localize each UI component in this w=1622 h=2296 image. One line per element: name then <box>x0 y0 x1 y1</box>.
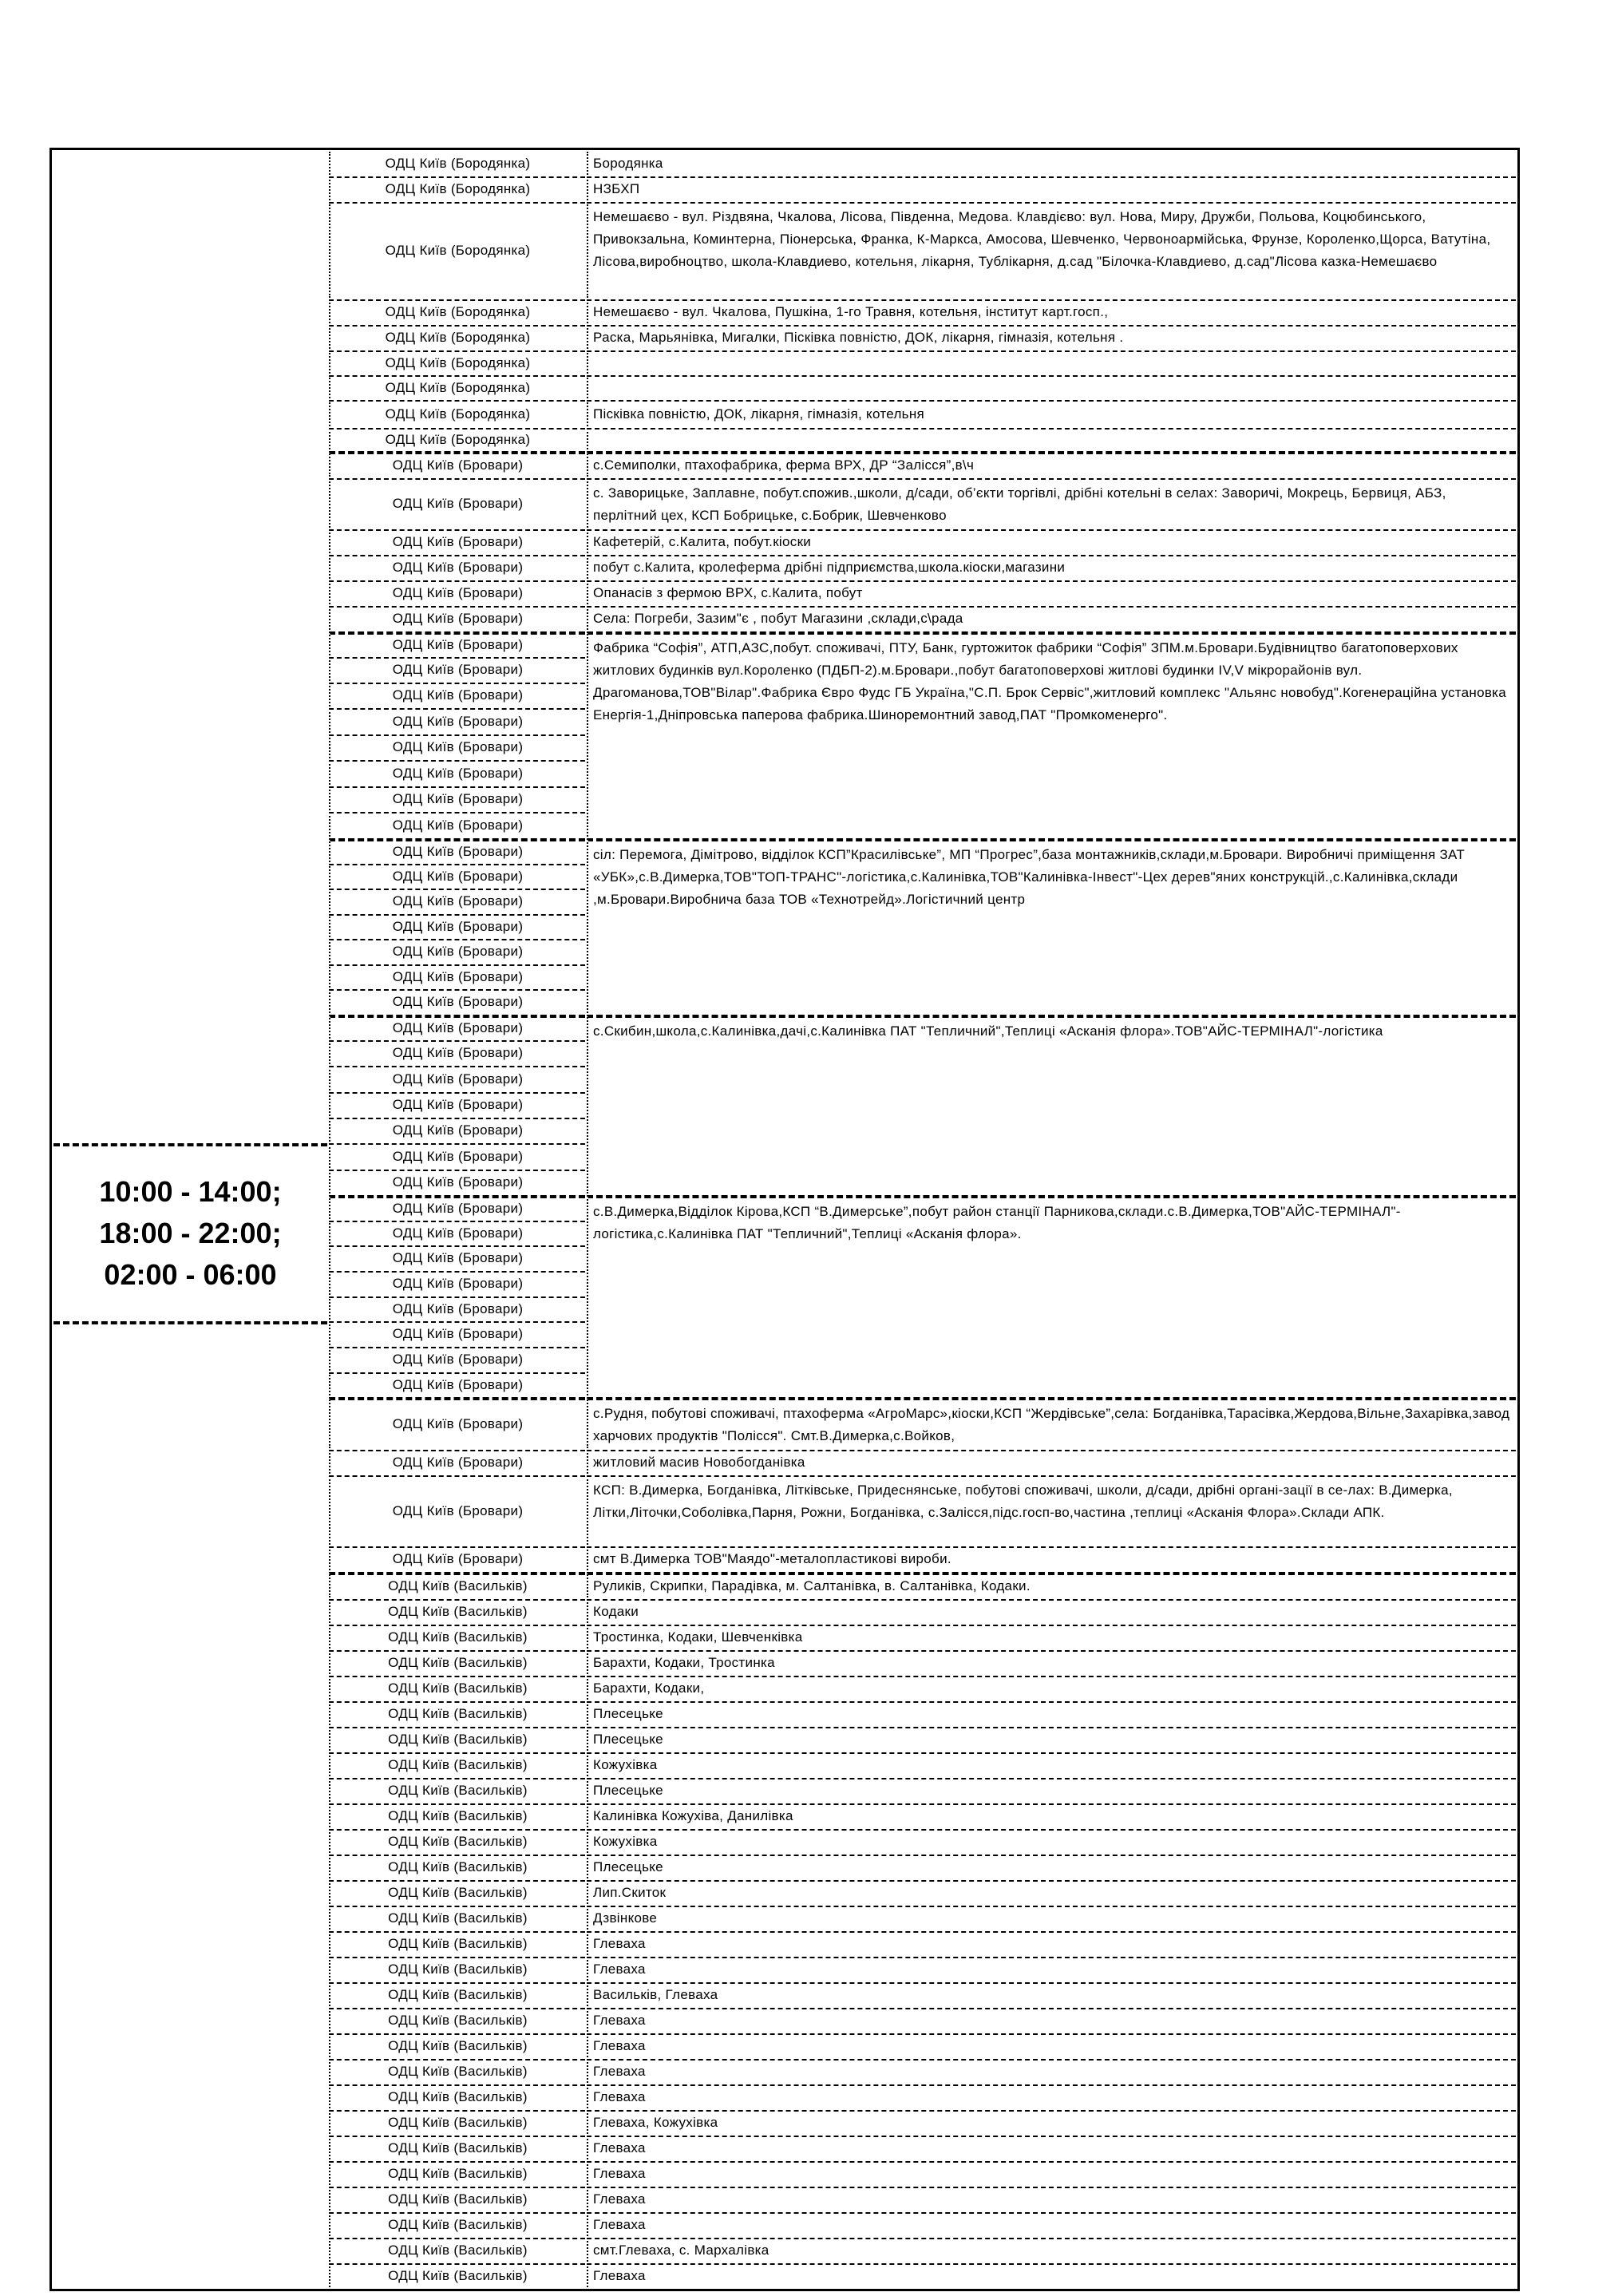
locations-cell: Глеваха <box>587 2161 1516 2185</box>
odc-label-cell: ОДЦ Київ (Васильків) <box>329 1880 585 1904</box>
locations-cell: Глеваха <box>587 1931 1516 1955</box>
locations-cell: Васильків, Глеваха <box>587 1982 1516 2006</box>
odc-label-cell: ОДЦ Київ (Бородянка) <box>329 325 585 349</box>
locations-cell: Руликів, Скрипки, Парадівка, м. Салтанівка, в. Салтанівка, Кодаки. <box>587 1572 1516 1597</box>
odc-label-cell: ОДЦ Київ (Васильків) <box>329 1676 585 1700</box>
odc-label-cell: ОДЦ Київ (Бровари) <box>329 1118 585 1142</box>
odc-label-cell: ОДЦ Київ (Васильків) <box>329 1650 585 1674</box>
odc-label-cell: ОДЦ Київ (Васильків) <box>329 2136 585 2159</box>
locations-cell: Фабрика “Софія”, АТП,АЗС,побут. споживачі, ПТУ, Банк, гуртожиток фабрики “Софія” ЗПМ.м.Бровари.Будівництво багатоповерхових житлових будинків вул.Короленко (ПДБП-2).м.Бровари.,побут багатоповерхові житлові будинки IV,V мікрорайонів вул. Драгоманова,ТОВ"Вілар".Фабрика Євро Фудс ГБ Україна,"С.П. Брок Сервіс",житловий комплекс "Альянс новобуд".Когенераційна установка Енергія-1,Дніпровська паперова фабрика.Шиноремонтний завод,ПАТ "Промкоменерго". <box>587 631 1516 837</box>
locations-cell: Глеваха <box>587 2187 1516 2211</box>
locations-cell: Села: Погреби, Зазим"є , побут Магазини ,склади,с\рада <box>587 606 1516 630</box>
outage-schedule-table <box>49 148 1520 2291</box>
locations-cell: с.Рудня, побутові споживачі, птахоферма «АгроМарс»,кіоски,КСП “Жердівське”,села: Богданівка,Тарасівка,Жердова,Вільне,Захарівка,завод харчових продуктів "Полісся". Смт.В.Димерка,с.Войков, <box>587 1397 1516 1448</box>
odc-label-cell: ОДЦ Київ (Васильків) <box>329 2084 585 2108</box>
odc-label-cell: ОДЦ Київ (Бородянка) <box>329 375 585 398</box>
time-column-empty-cell <box>53 1321 327 2287</box>
odc-label-cell: ОДЦ Київ (Бровари) <box>329 786 585 810</box>
locations-cell: с.В.Димерка,Відділок Кірова,КСП “В.Димерське”,побут район станції Парникова,склади.с.В.Димерка,ТОВ"АЙС-ТЕРМІНАЛ"-логістика,с.Калинівка ПАТ "Тепличний",Теплиці «Асканія флора». <box>587 1195 1516 1395</box>
odc-label-cell: ОДЦ Київ (Бровари) <box>329 683 585 707</box>
locations-cell: Дзвінкове <box>587 1906 1516 1930</box>
odc-label-cell: ОДЦ Київ (Бровари) <box>329 1170 585 1194</box>
locations-cell: Кожухівка <box>587 1752 1516 1776</box>
odc-label-cell: ОДЦ Київ (Васильків) <box>329 1599 585 1623</box>
locations-cell: с. Заворицьке, Заплавне, побут.спожив.,школи, д/сади, об’єкти торгівлі, дрібні котельні в селах: Заворичі, Мокрець, Бервиця, АБЗ, перлітний цех, КСП Бобрицьке, с.Бобрик, Шевченково <box>587 478 1516 528</box>
odc-label-cell: ОДЦ Київ (Васильків) <box>329 1572 585 1597</box>
locations-cell: Барахти, Кодаки, <box>587 1676 1516 1700</box>
odc-label-cell: ОДЦ Київ (Бровари) <box>329 631 585 655</box>
locations-cell: житловий масив Новобогданівка <box>587 1450 1516 1474</box>
time-column-empty-cell <box>53 152 327 1142</box>
odc-label-cell: ОДЦ Київ (Васильків) <box>329 1906 585 1930</box>
locations-cell: Опанасів з фермою ВРХ, с.Калита, побут <box>587 580 1516 604</box>
odc-label-cell: ОДЦ Київ (Бородянка) <box>329 176 585 200</box>
odc-label-cell: ОДЦ Київ (Бровари) <box>329 964 585 988</box>
odc-label-cell: ОДЦ Київ (Васильків) <box>329 2212 585 2236</box>
locations-cell <box>587 350 1516 374</box>
locations-cell: Калинівка Кожухіва, Данилівка <box>587 1803 1516 1827</box>
odc-label-cell: ОДЦ Київ (Васильків) <box>329 2059 585 2083</box>
odc-label-cell: ОДЦ Київ (Васильків) <box>329 1957 585 1981</box>
locations-cell <box>587 375 1516 398</box>
odc-label-cell: ОДЦ Київ (Бровари) <box>329 838 585 862</box>
odc-label-cell: ОДЦ Київ (Васильків) <box>329 2187 585 2211</box>
odc-label-cell: ОДЦ Київ (Васильків) <box>329 1701 585 1725</box>
locations-cell: с.Семиполки, птахофабрика, ферма ВРХ, ДР “Залісся”,в\ч <box>587 451 1516 477</box>
locations-cell: Бородянка <box>587 152 1516 175</box>
locations-cell: Глеваха <box>587 1957 1516 1981</box>
odc-label-cell: ОДЦ Київ (Бровари) <box>329 1066 585 1091</box>
odc-label-cell: ОДЦ Київ (Васильків) <box>329 1855 585 1878</box>
odc-label-cell: ОДЦ Київ (Бровари) <box>329 1271 585 1295</box>
odc-label-cell: ОДЦ Київ (Бровари) <box>329 708 585 733</box>
odc-label-cell: ОДЦ Київ (Бровари) <box>329 1372 585 1395</box>
odc-label-cell: ОДЦ Київ (Бровари) <box>329 1296 585 1320</box>
odc-label-cell: ОДЦ Київ (Васильків) <box>329 1625 585 1649</box>
odc-label-cell: ОДЦ Київ (Бровари) <box>329 1245 585 1269</box>
odc-label-cell: ОДЦ Київ (Васильків) <box>329 2263 585 2287</box>
odc-label-cell: ОДЦ Київ (Бородянка) <box>329 350 585 374</box>
locations-cell: НЗБХП <box>587 176 1516 200</box>
locations-cell: Глеваха <box>587 2263 1516 2287</box>
odc-label-cell: ОДЦ Київ (Васильків) <box>329 1752 585 1776</box>
locations-cell: Глеваха <box>587 2136 1516 2159</box>
locations-cell: смт В.Димерка ТОВ"Маядо"-металопластикові вироби. <box>587 1546 1516 1570</box>
odc-label-cell: ОДЦ Київ (Бровари) <box>329 1143 585 1168</box>
odc-label-cell: ОДЦ Київ (Васильків) <box>329 2161 585 2185</box>
odc-label-cell: ОДЦ Київ (Бровари) <box>329 812 585 837</box>
locations-cell: побут с.Калита, кролеферма дрібні підприємства,школа.кіоски,магазини <box>587 555 1516 579</box>
locations-cell: Тростинка, Кодаки, Шевченківка <box>587 1625 1516 1649</box>
schedule-table-body <box>53 152 1516 2287</box>
odc-label-cell: ОДЦ Київ (Бровари) <box>329 864 585 887</box>
odc-label-cell: ОДЦ Київ (Васильків) <box>329 1982 585 2006</box>
time-slot-cell <box>53 1143 327 1320</box>
locations-cell: Глеваха <box>587 2008 1516 2032</box>
odc-label-cell: ОДЦ Київ (Бровари) <box>329 1040 585 1064</box>
time-slot-line: 02:00 - 06:00 <box>104 1257 277 1291</box>
odc-label-cell: ОДЦ Київ (Бровари) <box>329 606 585 630</box>
odc-label-cell: ОДЦ Київ (Бровари) <box>329 914 585 937</box>
odc-label-cell: ОДЦ Київ (Васильків) <box>329 1931 585 1955</box>
odc-label-cell: ОДЦ Київ (Бровари) <box>329 580 585 604</box>
odc-label-cell: ОДЦ Київ (Бровари) <box>329 657 585 681</box>
locations-cell: Глеваха <box>587 2084 1516 2108</box>
odc-label-cell: ОДЦ Київ (Бровари) <box>329 1015 585 1039</box>
odc-label-cell: ОДЦ Київ (Бородянка) <box>329 400 585 426</box>
time-slot-line: 10:00 - 14:00; <box>99 1174 282 1208</box>
locations-cell: Плесецьке <box>587 1701 1516 1725</box>
locations-cell <box>587 428 1516 449</box>
locations-cell: Барахти, Кодаки, Тростинка <box>587 1650 1516 1674</box>
odc-label-cell: ОДЦ Київ (Бровари) <box>329 451 585 477</box>
locations-cell: Глеваха <box>587 2033 1516 2057</box>
odc-label-cell: ОДЦ Київ (Бровари) <box>329 1195 585 1219</box>
locations-cell: Кафетерій, с.Калита, побут.кіоски <box>587 529 1516 553</box>
locations-cell: Лип.Скиток <box>587 1880 1516 1904</box>
odc-label-cell: ОДЦ Київ (Бровари) <box>329 734 585 758</box>
odc-label-cell: ОДЦ Київ (Бровари) <box>329 478 585 528</box>
odc-label-cell: ОДЦ Київ (Бровари) <box>329 1321 585 1345</box>
odc-label-cell: ОДЦ Київ (Васильків) <box>329 1829 585 1853</box>
odc-label-cell: ОДЦ Київ (Васильків) <box>329 2110 585 2134</box>
odc-label-cell: ОДЦ Київ (Васильків) <box>329 1803 585 1827</box>
locations-cell: сіл: Перемога, Дімітрово, відділок КСП”Красилівське”, МП “Прогрес”,база монтажників,склади,м.Бровари. Виробничі приміщення ЗАТ «УБК»,с.В.Димерка,ТОВ"ТОП-ТРАНС"-логістика,с.Калинівка,ТОВ"Калинівка-Інвест"-Цех дерев"яних конструкцій.,с.Калинівка,склади ,м.Бровари.Виробнича база ТОВ «Технотрейд».Логістичний центр <box>587 838 1516 1013</box>
odc-label-cell: ОДЦ Київ (Васильків) <box>329 2033 585 2057</box>
locations-cell: Глеваха, Кожухівка <box>587 2110 1516 2134</box>
odc-label-cell: ОДЦ Київ (Бровари) <box>329 1397 585 1448</box>
odc-label-cell: ОДЦ Київ (Бровари) <box>329 1221 585 1244</box>
odc-label-cell: ОДЦ Київ (Бровари) <box>329 1347 585 1371</box>
locations-cell: Глеваха <box>587 2059 1516 2083</box>
locations-cell: Немешаєво - вул. Різдвяна, Чкалова, Лісова, Південна, Медова. Клавдієво: вул. Нова, Миру, Дружби, Польова, Коцюбинського, Привокзальна, Коминтерна, Піонерська, Франка, К-Маркса, Амосова, Шевченко, Червоноармійська, Фрунзе, Короленко,Щорса, Ватутіна, Лісова,виробноцтво, школа-Клавдиево, котельня, лікарня, Тублікарня, д.сад "Білочка-Клавдиево, д.сад"Лісова казка-Немешаєво <box>587 202 1516 298</box>
odc-label-cell: ОДЦ Київ (Бровари) <box>329 760 585 785</box>
locations-cell: Глеваха <box>587 2212 1516 2236</box>
odc-label-cell: ОДЦ Київ (Васильків) <box>329 2008 585 2032</box>
odc-label-cell: ОДЦ Київ (Бровари) <box>329 1475 585 1545</box>
locations-cell: КСП: В.Димерка, Богданівка, Літківське, Придеснянське, побутові споживачі, школи, д/сади, дрібні органі-зації в се-лах: В.Димерка, Літки,Літочки,Соболівка,Парня, Рожни, Богданівка, с.Залісся,підс.госп-во,частина ,теплиці «Асканія Флора».Склади АПК. <box>587 1475 1516 1545</box>
odc-label-cell: ОДЦ Київ (Бровари) <box>329 555 585 579</box>
odc-label-cell: ОДЦ Київ (Бровари) <box>329 889 585 912</box>
locations-cell: Плесецьке <box>587 1855 1516 1878</box>
odc-label-cell: ОДЦ Київ (Бородянка) <box>329 299 585 323</box>
odc-label-cell: ОДЦ Київ (Бровари) <box>329 1546 585 1570</box>
locations-cell: Пісківка повністю, ДОК, лікарня, гімназія, котельня <box>587 400 1516 426</box>
odc-label-cell: ОДЦ Київ (Васильків) <box>329 1727 585 1751</box>
locations-cell: Плесецьке <box>587 1727 1516 1751</box>
odc-label-cell: ОДЦ Київ (Бровари) <box>329 989 585 1013</box>
odc-label-cell: ОДЦ Київ (Васильків) <box>329 1778 585 1802</box>
locations-cell: Немешаєво - вул. Чкалова, Пушкіна, 1-го Травня, котельня, інститут карт.госп., <box>587 299 1516 323</box>
odc-label-cell: ОДЦ Київ (Бородянка) <box>329 202 585 298</box>
odc-label-cell: ОДЦ Київ (Бровари) <box>329 939 585 963</box>
odc-label-cell: ОДЦ Київ (Бровари) <box>329 529 585 553</box>
locations-cell: Плесецьке <box>587 1778 1516 1802</box>
odc-label-cell: ОДЦ Київ (Бородянка) <box>329 152 585 175</box>
odc-label-cell: ОДЦ Київ (Бровари) <box>329 1092 585 1116</box>
locations-cell: Кодаки <box>587 1599 1516 1623</box>
odc-label-cell: ОДЦ Київ (Васильків) <box>329 2238 585 2262</box>
locations-cell: Кожухівка <box>587 1829 1516 1853</box>
odc-label-cell: ОДЦ Київ (Бородянка) <box>329 428 585 449</box>
locations-cell: Раска, Марьянівка, Мигалки, Пісківка повністю, ДОК, лікарня, гімназія, котельня . <box>587 325 1516 349</box>
schedule-row <box>53 152 1516 175</box>
locations-cell: с.Скибин,школа,с.Калинівка,дачі,с.Калинівка ПАТ "Тепличний",Теплиці «Асканія флора».ТОВ"АЙС-ТЕРМІНАЛ"-логістика <box>587 1015 1516 1194</box>
odc-label-cell: ОДЦ Київ (Бровари) <box>329 1450 585 1474</box>
time-slot-line: 18:00 - 22:00; <box>99 1216 282 1249</box>
locations-cell: смт.Глеваха, с. Мархалівка <box>587 2238 1516 2262</box>
